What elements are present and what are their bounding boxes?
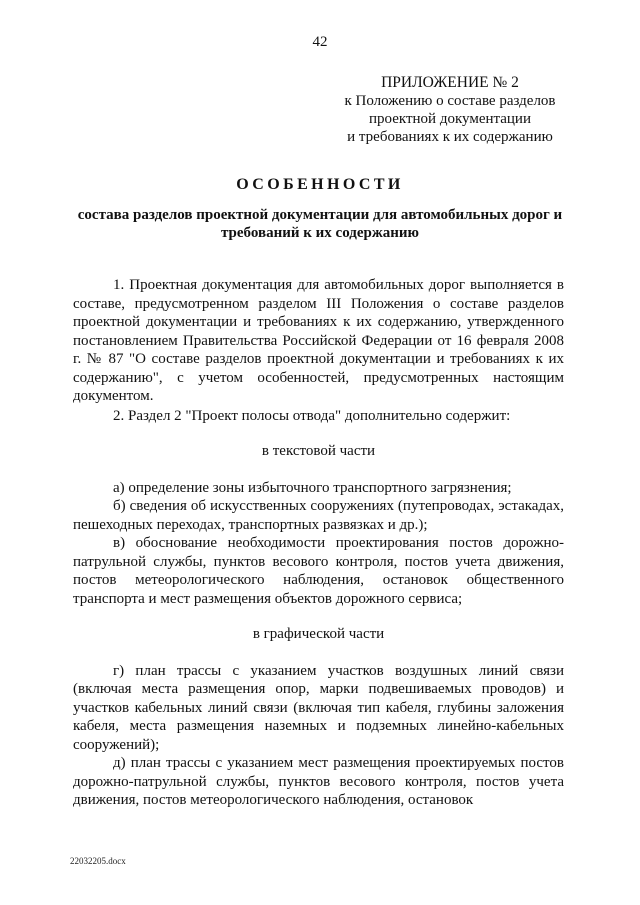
- appendix-title: ПРИЛОЖЕНИЕ № 2: [381, 74, 519, 91]
- section-heading-text-part: в текстовой части: [261, 443, 376, 459]
- appendix-line: и требованиях к их содержанию: [347, 129, 553, 145]
- paragraph-1: 1. Проектная документация для автомобильных дорог выполняется в составе, предусмотренном разделом III Положения о составе разделов проектной документации и требованиях к их содержанию, утвержденного постановлением Правительства Российской Федерации от 16 февраля 2008 г. № 87 "О составе разделов проектной документации и требованиях к их содержанию", с учетом особенностей, предусмотренных настоящим документом.: [73, 277, 564, 404]
- appendix-line: проектной документации: [369, 111, 531, 127]
- footer-filename: 22032205.docx: [70, 856, 126, 866]
- page-number: 42: [312, 34, 328, 50]
- item-g: г) план трассы с указанием участков воздушных линий связи (включая места размещения опор, марки подвешиваемых проводов) и участков кабельных линий связи (включая тип кабеля, глубины заложения кабеля, места размещения наземных и подземных линейно-кабельных сооружений);: [73, 662, 564, 753]
- document-title: ОСОБЕННОСТИ: [236, 176, 404, 193]
- paragraph-2: 2. Раздел 2 "Проект полосы отвода" дополнительно содержит:: [113, 407, 511, 424]
- document-subtitle: состава разделов проектной документации для автомобильных дорог и требований к их содержанию: [77, 207, 563, 241]
- item-d: д) план трассы с указанием мест размещения проектируемых постов дорожно-патрульной службы, пунктов весового контроля, постов учета движения, постов метеорологического наблюдения, остановок: [73, 755, 564, 808]
- item-a: а) определение зоны избыточного транспортного загрязнения;: [113, 479, 512, 496]
- appendix-line: к Положению о составе разделов: [344, 93, 556, 109]
- item-v: в) обоснование необходимости проектирования постов дорожно-патрульной службы, пунктов весового контроля, постов учета движения, постов метеорологического наблюдения, остановок общественного транспорта и мест размещения объектов дорожного сервиса;: [73, 535, 564, 607]
- appendix-header: [330, 74, 570, 146]
- section-heading-graphic-part: в графической части: [252, 626, 385, 642]
- document-body: [73, 276, 564, 810]
- item-b: б) сведения об искусственных сооружениях (путепроводах, эстакадах, пешеходных переходах, транспортных развязках и др.);: [73, 498, 564, 533]
